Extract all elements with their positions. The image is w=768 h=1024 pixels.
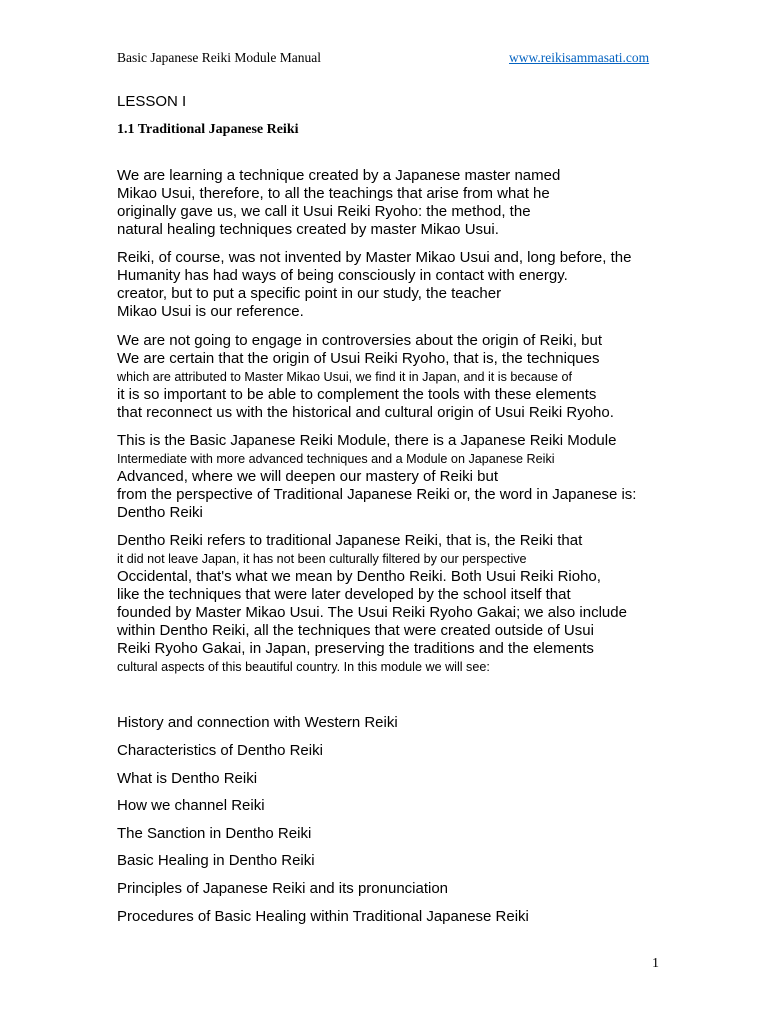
header-website-link[interactable]: www.reikisammasati.com [509, 50, 650, 65]
topic-item: The Sanction in Dentho Reiki [117, 825, 312, 842]
paragraph-line: from the perspective of Traditional Japanese Reiki or, the word in Japanese is: [117, 486, 637, 503]
paragraph-line: founded by Master Mikao Usui. The Usui Reiki Ryoho Gakai; we also include [117, 604, 627, 621]
paragraph-line: We are certain that the origin of Usui Reiki Ryoho, that is, the techniques [117, 350, 600, 367]
paragraph-line: natural healing techniques created by master Mikao Usui. [117, 221, 499, 238]
paragraph-line: Mikao Usui is our reference. [117, 303, 304, 320]
page-number: 1 [652, 956, 659, 971]
paragraph-line: Dentho Reiki [117, 504, 203, 521]
topic-item: What is Dentho Reiki [117, 770, 258, 787]
topic-item: Principles of Japanese Reiki and its pronunciation [117, 880, 449, 897]
paragraph-line: creator, but to put a specific point in our study, the teacher [117, 285, 502, 302]
topic-item: Procedures of Basic Healing within Traditional Japanese Reiki [117, 908, 529, 925]
paragraph-line: We are not going to engage in controversies about the origin of Reiki, but [117, 332, 603, 349]
paragraph-line: it did not leave Japan, it has not been culturally filtered by our perspective [117, 552, 527, 566]
paragraph-line: within Dentho Reiki, all the techniques that were created outside of Usui [117, 622, 594, 639]
paragraph-line: originally gave us, we call it Usui Reiki Ryoho: the method, the [117, 203, 531, 220]
paragraph-line: This is the Basic Japanese Reiki Module, there is a Japanese Reiki Module [117, 432, 617, 449]
topic-item: How we channel Reiki [117, 797, 265, 814]
paragraph-line: Occidental, that's what we mean by Dentho Reiki. Both Usui Reiki Rioho, [117, 568, 601, 585]
paragraph-line: like the techniques that were later developed by the school itself that [117, 586, 571, 603]
lesson-heading: LESSON I [117, 93, 187, 110]
topic-item: Basic Healing in Dentho Reiki [117, 852, 315, 869]
paragraph-line: it is so important to be able to complement the tools with these elements [117, 386, 597, 403]
topic-item: History and connection with Western Reiki [117, 714, 398, 731]
topic-item: Characteristics of Dentho Reiki [117, 742, 323, 759]
paragraph-line: cultural aspects of this beautiful country. In this module we will see: [117, 660, 490, 674]
paragraph-line: Mikao Usui, therefore, to all the teachings that arise from what he [117, 185, 550, 202]
paragraph-line: Advanced, where we will deepen our mastery of Reiki but [117, 468, 499, 485]
paragraph-line: We are learning a technique created by a Japanese master named [117, 167, 561, 184]
paragraph-line: Intermediate with more advanced techniques and a Module on Japanese Reiki [117, 452, 555, 466]
section-title: 1.1 Traditional Japanese Reiki [117, 122, 299, 137]
paragraph-line: that reconnect us with the historical and cultural origin of Usui Reiki Ryoho. [117, 404, 614, 421]
paragraph-line: Humanity has had ways of being consciously in contact with energy. [117, 267, 568, 284]
header-title: Basic Japanese Reiki Module Manual [117, 50, 321, 65]
paragraph-line: Reiki Ryoho Gakai, in Japan, preserving the traditions and the elements [117, 640, 594, 657]
paragraph-line: Dentho Reiki refers to traditional Japanese Reiki, that is, the Reiki that [117, 532, 583, 549]
paragraph-line: Reiki, of course, was not invented by Master Mikao Usui and, long before, the [117, 249, 632, 266]
paragraph-line: which are attributed to Master Mikao Usui, we find it in Japan, and it is because of [117, 370, 573, 384]
